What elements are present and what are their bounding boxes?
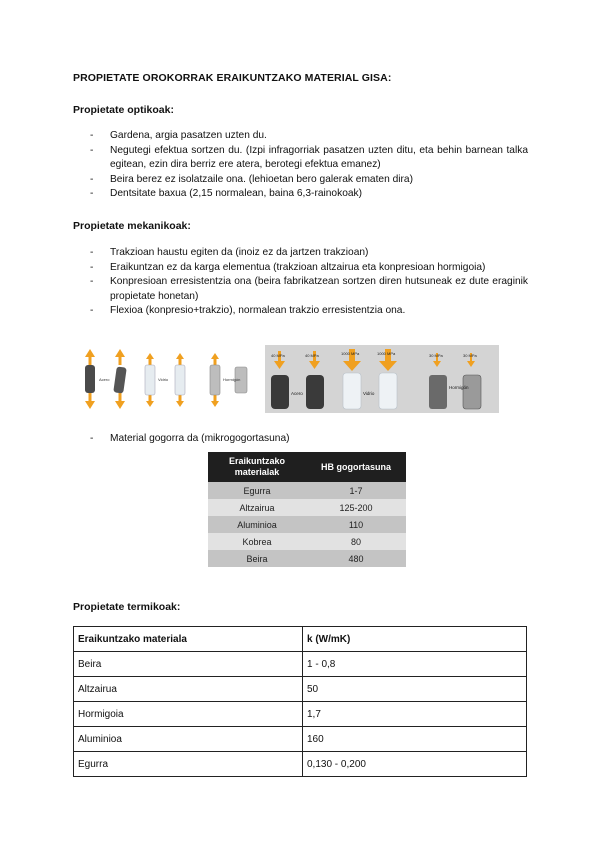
figure-left-label-2: Vidrio (158, 377, 169, 382)
pressure-label: 40 MPa (305, 353, 319, 358)
table-cell: 1,7 (303, 702, 527, 727)
traction-cylinders-image (75, 345, 265, 413)
table-row (208, 550, 406, 567)
compression-illustration (265, 345, 499, 413)
list-item: - Beira berez ez isolatzaile ona. (lehioetan bero galerak ematen dira) (90, 173, 528, 188)
material-test-figure (75, 345, 499, 413)
table-cell: 125-200 (306, 499, 406, 516)
table-header: Eraikuntzako materialak (208, 452, 306, 482)
table-cell: 1-7 (306, 482, 406, 499)
pressure-label: 1000 MPa (341, 351, 360, 356)
table-cell: Beira (74, 652, 303, 677)
pressure-label: 40 MPa (271, 353, 285, 358)
figure-left-label-1: Acero (99, 377, 110, 382)
table-header: Eraikuntzako materiala (74, 627, 303, 652)
list-item: - Flexioa (konpresio+trakzio), normalean trakzio erresistentzia ona. (90, 304, 528, 319)
table-header-row (208, 452, 406, 482)
list-item: - Konpresioan erresistentzia ona (beira fabrikatzean sortzen diren hutsuneak ez dute eraginik propietate honetan) (90, 275, 528, 304)
table-row (74, 727, 527, 752)
thermal-table (73, 626, 527, 777)
table-row (208, 482, 406, 499)
list-item: - Gardena, argia pasatzen uzten du. (90, 129, 528, 144)
table-cell: Altzairua (74, 677, 303, 702)
table-row (208, 533, 406, 550)
mechanical-list (90, 246, 528, 319)
table-cell: 480 (306, 550, 406, 567)
pressure-label: 1000 MPa (377, 351, 396, 356)
table-row (74, 652, 527, 677)
list-item: - Negutegi efektua sortzen du. (Izpi infragorriak pasatzen uzten ditu, eta behin barnean talka egitean, ezin dira berriz ere atera, berotegi efektua emanez) (90, 144, 528, 173)
table-row (208, 516, 406, 533)
table-cell: Hormigoia (74, 702, 303, 727)
table-cell: Egurra (74, 752, 303, 777)
table-cell: Aluminioa (74, 727, 303, 752)
traction-illustration (75, 345, 265, 413)
list-item: - Dentsitate baxua (2,15 normalean, baina 6,3-rainokoak) (90, 187, 528, 202)
material-label: Vidrio (363, 391, 375, 396)
table-cell: Beira (208, 550, 306, 567)
table-cell: 1 - 0,8 (303, 652, 527, 677)
table-header: k (W/mK) (303, 627, 527, 652)
table-cell: Kobrea (208, 533, 306, 550)
material-label: Acero (291, 391, 303, 396)
compression-cylinders-image (265, 345, 499, 413)
hardness-list (90, 432, 528, 447)
material-label: Hormigón (449, 385, 469, 390)
table-row (74, 677, 527, 702)
list-item: - Trakzioan haustu egiten da (inoiz ez da jartzen trakzioan) (90, 246, 528, 261)
document-title: PROPIETATE OROKORRAK ERAIKUNTZAKO MATERIAL GISA: (73, 72, 392, 84)
table-row (74, 752, 527, 777)
table-cell: 0,130 - 0,200 (303, 752, 527, 777)
table-cell: Egurra (208, 482, 306, 499)
table-cell: 160 (303, 727, 527, 752)
table-row (208, 499, 406, 516)
cylinder-1 (85, 365, 95, 393)
table-cell: 110 (306, 516, 406, 533)
thermal-heading: Propietate termikoak: (73, 601, 181, 613)
list-item: - Eraikuntzan ez da karga elementua (trakzioan altzairua eta konpresioan hormigoia) (90, 261, 528, 276)
pressure-label: 30 MPa (429, 353, 443, 358)
pressure-label: 30 MPa (463, 353, 477, 358)
table-cell: 50 (303, 677, 527, 702)
optical-list (90, 129, 528, 202)
mechanical-heading: Propietate mekanikoak: (73, 220, 191, 232)
table-cell: 80 (306, 533, 406, 550)
optical-heading: Propietate optikoak: (73, 104, 174, 116)
table-header: HB gogortasuna (306, 452, 406, 482)
table-cell: Altzairua (208, 499, 306, 516)
list-item: - Material gogorra da (mikrogogortasuna) (90, 432, 528, 447)
table-row (74, 702, 527, 727)
table-cell: Aluminioa (208, 516, 306, 533)
hardness-table (208, 452, 406, 567)
figure-left-label-3: Hormigón (223, 377, 241, 382)
table-header-row (74, 627, 527, 652)
